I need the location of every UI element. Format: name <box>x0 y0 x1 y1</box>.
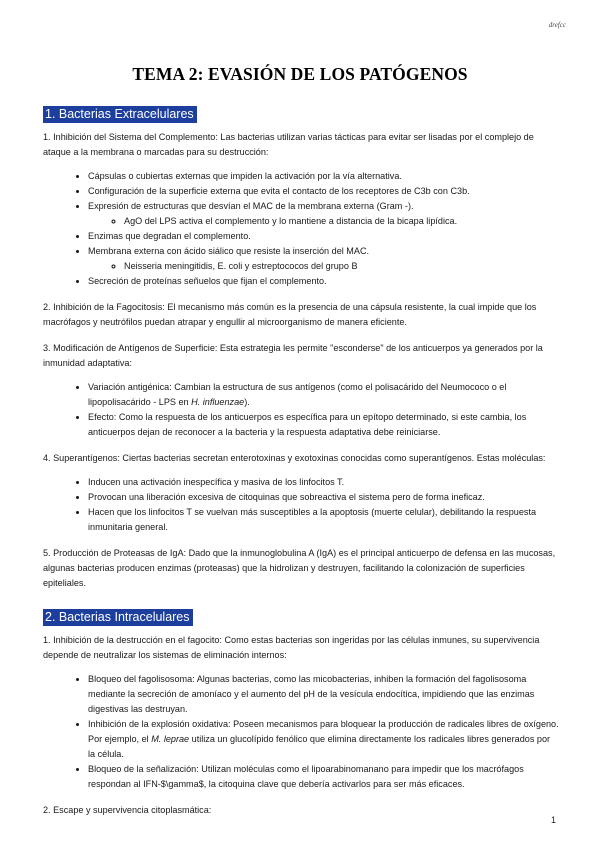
list-item: • Enzimas que degradan el complemento. <box>88 229 559 244</box>
list-item: • Inhibición de la explosión oxidativa: Poseen mecanismos para bloquear la producción de radicales libres de oxígeno. Por ejemplo, el M. leprae utiliza un glucolípido fenólico que elimina directamente los radicales libres generados por la célula. <box>88 717 559 762</box>
list-item: • Cápsulas o cubiertas externas que impiden la activación por la vía alternativa. <box>88 169 559 184</box>
section-heading-intracellular: 2. Bacterias Intracelulares <box>43 609 193 626</box>
document-body <box>43 106 559 818</box>
list-item: • Variación antigénica: Cambian la estructura de sus antígenos (como el polisacárido del Neumococo o el lipopolisacárido - LPS en H. influenzae). <box>88 380 559 410</box>
complement-list <box>43 169 559 289</box>
list-item: • Secreción de proteínas señuelos que fijan el complemento. <box>88 274 559 289</box>
superantigen-list <box>43 475 559 535</box>
sublist <box>88 259 559 274</box>
paragraph-complement: 1. Inhibición del Sistema del Complemento: Las bacterias utilizan varias tácticas para evitar ser lisadas por el complejo de ataque a la membrana o marcadas para su destrucción: <box>43 132 534 157</box>
paragraph-antigens: 3. Modificación de Antígenos de Superficie: Esta estrategia les permite "esconderse" de los anticuerpos ya generados por la inmunidad adaptativa: <box>43 343 543 368</box>
list-item: • Provocan una liberación excesiva de citoquinas que sobreactiva el sistema pero de forma ineficaz. <box>88 490 559 505</box>
list-item: • Bloqueo de la señalización: Utilizan moléculas como el lipoarabinomanano para impedir que los macrófagos respondan al IFN-$\gamma$, la citoquina clave que debería activarlos para ser más eficaces. <box>88 762 559 792</box>
sublist-item: ◦ AgO del LPS activa el complemento y lo mantiene a distancia de la bicapa lipídica. <box>124 214 559 229</box>
list-item: • Expresión de estructuras que desvían el MAC de la membrana externa (Gram -). ◦ AgO del LPS activa el complemento y lo mantiene a distancia de la bicapa lipídica. <box>88 199 559 229</box>
list-item: • Membrana externa con ácido siálico que resiste la inserción del MAC. ◦ Neisseria meningitidis, E. coli y estreptococos del grupo B <box>88 244 559 274</box>
page-number: 1 <box>550 815 556 825</box>
paragraph-iga-proteases: 5. Producción de Proteasas de IgA: Dado que la inmunoglobulina A (IgA) es el principal anticuerpo de defensa en las mucosas, algunas bacterias producen enzimas (proteasas) que la hidrolizan y destruyen, facilitando la colonización de superficies epiteliales. <box>43 548 556 588</box>
paragraph-cytoplasmic-escape: 2. Escape y supervivencia citoplasmática: <box>43 805 212 815</box>
phagocyte-list <box>43 672 559 792</box>
list-item: • Configuración de la superficie externa que evita el contacto de los receptores de C3b con C3b. <box>88 184 559 199</box>
list-item: • Bloqueo del fagolisosoma: Algunas bacterias, como las micobacterias, inhiben la formación del fagolisosoma mediante la secreción de amoníaco y el aumento del pH de la vesícula endocítica, impidiendo que las enzimas digestivas las destruyan. <box>88 672 559 717</box>
antigen-list <box>43 380 559 440</box>
paragraph-phagocyte-destruction: 1. Inhibición de la destrucción en el fagocito: Como estas bacterias son ingeridas por las células inmunes, su supervivencia depende de neutralizar los sistemas de eliminación internos: <box>43 635 540 660</box>
header-mark: drefcc <box>548 21 566 29</box>
paragraph-superantigens: 4. Superantígenos: Ciertas bacterias secretan enterotoxinas y exotoxinas conocidas como superantígenos. Estas moléculas: <box>43 453 546 463</box>
section-heading-extracellular: 1. Bacterias Extracelulares <box>43 106 197 123</box>
sublist <box>88 214 559 229</box>
sublist-item: ◦ Neisseria meningitidis, E. coli y estreptococos del grupo B <box>124 259 559 274</box>
list-item: • Hacen que los linfocitos T se vuelvan más susceptibles a la apoptosis (muerte celular), debilitando la respuesta inmunitaria general. <box>88 505 559 535</box>
page-title: TEMA 2: EVASIÓN DE LOS PATÓGENOS <box>132 64 468 84</box>
list-item: • Efecto: Como la respuesta de los anticuerpos es específica para un epítopo determinado, si este cambia, los anticuerpos dejan de reconocer a la bacteria y la respuesta adaptativa debe reiniciarse. <box>88 410 559 440</box>
paragraph-phagocytosis: 2. Inhibición de la Fagocitosis: El mecanismo más común es la presencia de una cápsula resistente, la cual impide que los macrófagos y neutrófilos puedan atrapar y engullir al microorganismo de manera eficiente. <box>43 302 537 327</box>
list-item: • Inducen una activación inespecífica y masiva de los linfocitos T. <box>88 475 559 490</box>
